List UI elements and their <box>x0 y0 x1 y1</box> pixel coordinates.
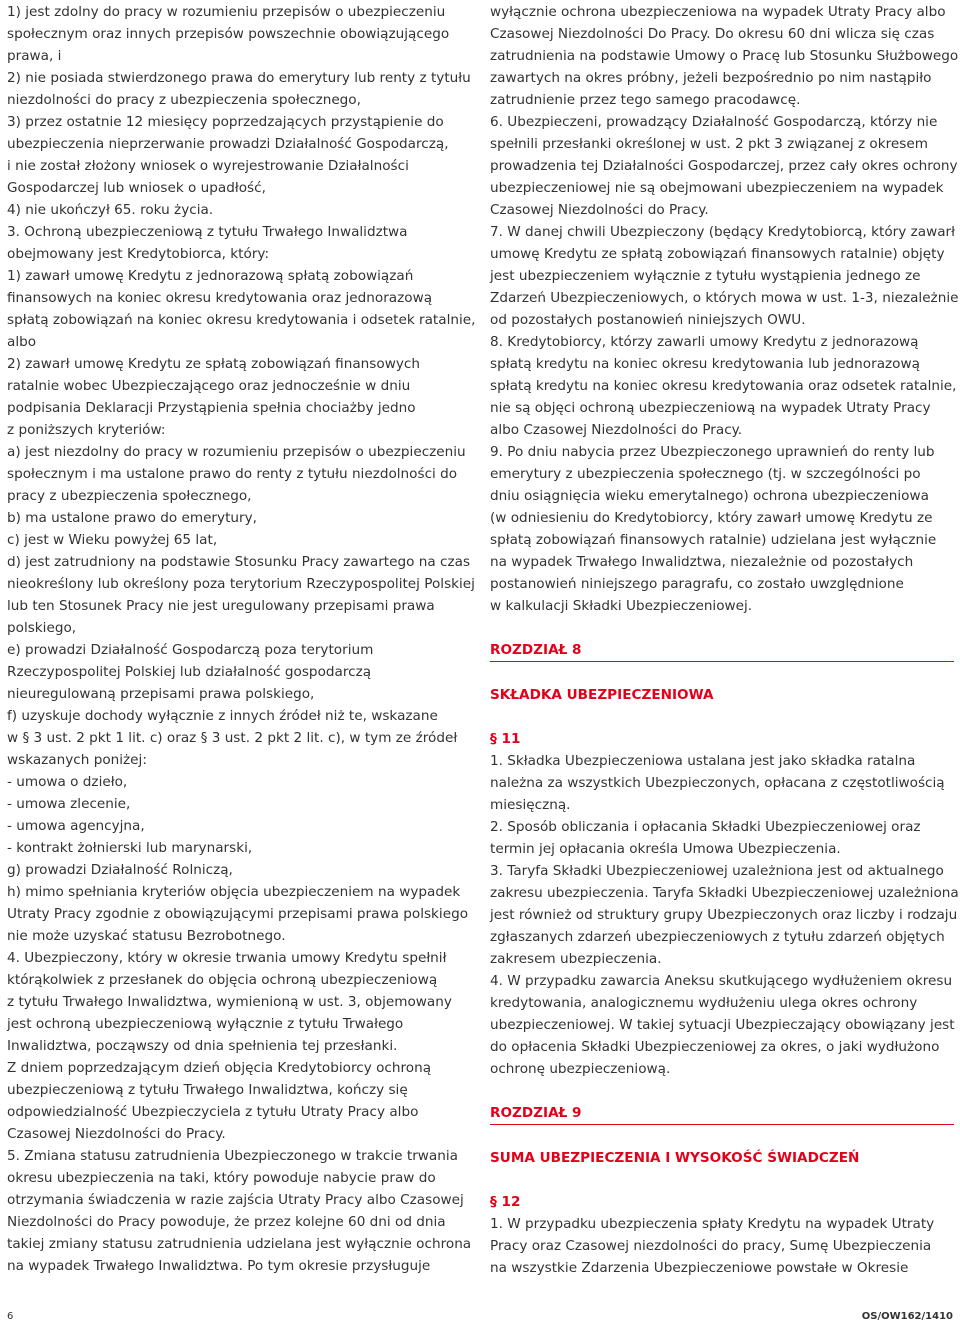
text-line: nieuregulowaną przepisami prawa polskiego, <box>7 686 315 702</box>
text-line: nieokreślony lub określony poza terytorium Rzeczypospolitej Polskiej <box>7 576 475 592</box>
text-line: Rzeczypospolitej Polskiej lub działalność gospodarczą <box>7 664 372 680</box>
text-line: niezdolności do pracy z ubezpieczenia społecznego, <box>7 92 361 108</box>
text-line: 1. W przypadku ubezpieczenia spłaty Kredytu na wypadek Utraty <box>490 1216 935 1232</box>
text-line: nie może uzyskać statusu Bezrobotnego. <box>7 928 286 944</box>
text-line: d) jest zatrudniony na podstawie Stosunku Pracy zawartego na czas <box>7 554 471 570</box>
text-line: społecznym oraz innych przepisów powszechnie obowiązującego <box>7 26 450 42</box>
text-line: otrzymania świadczenia w razie zajścia Utraty Pracy albo Czasowej <box>7 1192 464 1208</box>
text-line: spłatą kredytu na koniec okresu kredytowania lub jednorazową <box>490 356 920 372</box>
chapter-8-label: ROZDZIAŁ 8 <box>490 642 582 658</box>
text-line: od pozostałych postanowień niniejszych OWU. <box>490 312 806 328</box>
text-line: c) jest w Wieku powyżej 65 lat, <box>7 532 218 548</box>
text-line: emerytury z ubezpieczenia społecznego (tj. w szczególności po <box>490 466 921 482</box>
text-line: Czasowej Niezdolności Do Pracy. Do okresu 60 dni wlicza się czas <box>490 26 935 42</box>
text-line: ubezpieczenia nieprzerwanie prowadzi Działalność Gospodarczą, <box>7 136 449 152</box>
text-line: z poniższych kryteriów: <box>7 422 166 438</box>
text-line: Niezdolności do Pracy powoduje, że przez kolejne 60 dni od dnia <box>7 1214 446 1230</box>
text-line: 2. Sposób obliczania i opłacania Składki Ubezpieczeniowej oraz <box>490 819 921 835</box>
text-line: lub ten Stosunek Pracy nie jest uregulowany przepisami prawa <box>7 598 435 614</box>
page-number: 6 <box>7 1311 14 1322</box>
text-line: 6. Ubezpieczeni, prowadzący Działalność Gospodarczą, którzy nie <box>490 114 938 130</box>
text-line: g) prowadzi Działalność Rolniczą, <box>7 862 233 878</box>
text-line: 4. W przypadku zawarcia Aneksu skutkującego wydłużeniem okresu <box>490 973 953 989</box>
left-column <box>7 1 476 1277</box>
text-line: takiej zmiany statusu zatrudnienia udzielana jest wyłącznie ochrona <box>7 1236 472 1252</box>
text-line: do opłacenia Składki Ubezpieczeniowej za okres, o jaki wydłużono <box>490 1039 940 1055</box>
text-line: e) prowadzi Działalność Gospodarczą poza terytorium <box>7 642 374 658</box>
text-line: pracy z ubezpieczenia społecznego, <box>7 488 252 504</box>
section-12-heading: § 12 <box>490 1194 521 1210</box>
text-line: zgłaszanych zdarzeń ubezpieczeniowych z tytułu zdarzeń objętych <box>490 929 945 945</box>
text-line: zakresem ubezpieczenia. <box>490 951 662 967</box>
text-line: zakresu ubezpieczenia. Taryfa Składki Ubezpieczeniowej uzależniona <box>490 885 959 901</box>
text-line: Czasowej Niezdolności do Pracy. <box>7 1126 226 1142</box>
text-line: - umowa agencyjna, <box>7 818 145 834</box>
text-line: spłatą zobowiązań finansowych ratalnie) udzielana jest wyłącznie <box>490 532 937 548</box>
text-line: wskazanych poniżej: <box>7 752 147 768</box>
text-line: 5. Zmiana statusu zatrudnienia Ubezpieczonego w trakcie trwania <box>7 1148 458 1164</box>
text-line: z tytułu Trwałego Inwalidztwa, wymienioną w ust. 3, objemowany <box>7 994 452 1010</box>
text-line: obejmowany jest Kredytobiorca, który: <box>7 246 270 262</box>
text-line: 7. W danej chwili Ubezpieczony (będący Kredytobiorcą, który zawarł <box>490 224 955 240</box>
text-line: (w odniesieniu do Kredytobiorcy, który zawarł umowę Kredytu ze <box>490 510 933 526</box>
text-line: 1. Składka Ubezpieczeniowa ustalana jest jako składka ratalna <box>490 753 916 769</box>
text-line: prawa, i <box>7 48 62 64</box>
text-line: zawartych na okres próbny, jeżeli bezpośrednio po nim nastąpiło <box>490 70 932 86</box>
text-line: - umowa o dzieło, <box>7 774 128 790</box>
text-line: jest również od struktury grupy Ubezpieczonych oraz liczby i rodzaju <box>490 907 958 923</box>
right-column-text <box>490 1 959 617</box>
chapter-9-label: ROZDZIAŁ 9 <box>490 1105 582 1121</box>
text-line: nie są objęci ochroną ubezpieczeniową na wypadek Utraty Pracy <box>490 400 931 416</box>
text-line: finansowych na koniec okresu kredytowania oraz jednorazową <box>7 290 433 306</box>
chapter-9-text <box>490 1213 954 1279</box>
text-line: wyłącznie ochrona ubezpieczeniowa na wypadek Utraty Pracy albo <box>490 4 946 20</box>
text-line: 2) zawarł umowę Kredytu ze spłatą zobowiązań finansowych <box>7 356 420 372</box>
text-line: społecznym i ma ustalone prawo do renty z tytułu niezdolności do <box>7 466 458 482</box>
text-line: prowadzenia tej Działalności Gospodarczej, przez cały okres ochrony <box>490 158 958 174</box>
text-line: zatrudnienie przez tego samego pracodawcę. <box>490 92 801 108</box>
text-line: w kalkulacji Składki Ubezpieczeniowej. <box>490 598 753 614</box>
text-line: 4. Ubezpieczony, który w okresie trwania umowy Kredytu spełnił <box>7 950 447 966</box>
text-line: 3) przez ostatnie 12 miesięcy poprzedzających przystąpienie do <box>7 114 444 130</box>
text-line: Pracy oraz Czasowej niezdolności do pracy, Sumę Ubezpieczenia <box>490 1238 932 1254</box>
chapter-9-title: SUMA UBEZPIECZENIA I WYSOKOŚĆ ŚWIADCZEŃ <box>490 1150 860 1166</box>
text-line: jest ubezpieczeniem wyłącznie z tytułu wystąpienia jednego ze <box>490 268 921 284</box>
text-line: spełnili przesłanki określonej w ust. 2 pkt 3 związanej z okresem <box>490 136 928 152</box>
text-line: Inwalidztwa, począwszy od dnia spełnienia tej przesłanki. <box>7 1038 398 1054</box>
text-line: 2) nie posiada stwierdzonego prawa do emerytury lub renty z tytułu <box>7 70 471 86</box>
text-line: b) ma ustalone prawo do emerytury, <box>7 510 257 526</box>
text-line: odpowiedzialność Ubezpieczyciela z tytułu Utraty Pracy albo <box>7 1104 419 1120</box>
text-line: miesięczną. <box>490 797 571 813</box>
text-line: Zdarzeń Ubezpieczeniowych, o których mowa w ust. 1-3, niezależnie <box>490 290 959 306</box>
text-line: 1) jest zdolny do pracy w rozumieniu przepisów o ubezpieczeniu <box>7 4 446 20</box>
text-line: na wypadek Trwałego Inwalidztwa. Po tym okresie przysługuje <box>7 1258 431 1274</box>
text-line: ochronę ubezpieczeniową. <box>490 1061 671 1077</box>
text-line: kredytowania, analogicznemu wydłużeniu ulega okres ochrony <box>490 995 918 1011</box>
chapter-8-title: SKŁADKA UBEZPIECZENIOWA <box>490 687 714 703</box>
chapter-9-divider <box>490 1124 954 1125</box>
chapter-8-divider <box>490 661 954 662</box>
text-line: spłatą zobowiązań na koniec okresu kredytowania i odsetek ratalnie, <box>7 312 476 328</box>
text-line: jest ochroną ubezpieczeniową wyłącznie z tytułu Trwałego <box>7 1016 404 1032</box>
text-line: na wszystkie Zdarzenia Ubezpieczeniowe powstałe w Okresie <box>490 1260 909 1276</box>
text-line: okresu ubezpieczenia na taki, który powoduje nabycie praw do <box>7 1170 436 1186</box>
text-line: f) uzyskuje dochody wyłącznie z innych źródeł niż te, wskazane <box>7 708 438 724</box>
text-line: i nie został złożony wniosek o wyrejestrowanie Działalności <box>7 158 409 174</box>
text-line: zatrudnienia na podstawie Umowy o Pracę lub Stosunku Służbowego <box>490 48 959 64</box>
text-line: Gospodarczej lub wniosek o upadłość, <box>7 180 266 196</box>
text-line: 9. Po dniu nabycia przez Ubezpieczonego uprawnień do renty lub <box>490 444 935 460</box>
text-line: Z dniem poprzedzającym dzień objęcia Kredytobiorcy ochroną <box>7 1060 432 1076</box>
text-line: 1) zawarł umowę Kredytu z jednorazową spłatą zobowiązań <box>7 268 414 284</box>
text-line: na wypadek Trwałego Inwalidztwa, niezależnie od pozostałych <box>490 554 914 570</box>
text-line: 3. Taryfa Składki Ubezpieczeniowej uzależniona jest od aktualnego <box>490 863 944 879</box>
text-line: a) jest niezdolny do pracy w rozumieniu przepisów o ubezpieczeniu <box>7 444 466 460</box>
text-line: - umowa zlecenie, <box>7 796 131 812</box>
chapter-8-text <box>490 750 959 1080</box>
document-code: OS/OW162/1410 <box>861 1311 953 1322</box>
text-line: h) mimo spełniania kryteriów objęcia ubezpieczeniem na wypadek <box>7 884 461 900</box>
text-line: którąkolwiek z przesłanek do objęcia ochroną ubezpieczeniową <box>7 972 438 988</box>
text-line: postanowień niniejszego paragrafu, co zostało uwzględnione <box>490 576 904 592</box>
text-line: termin jej opłacania określa Umowa Ubezpieczenia. <box>490 841 841 857</box>
text-line: Utraty Pracy zgodnie z obowiązującymi przepisami prawa polskiego <box>7 906 469 922</box>
text-line: w § 3 ust. 2 pkt 1 lit. c) oraz § 3 ust. 2 pkt 2 lit. c), w tym ze źródeł <box>7 730 458 746</box>
text-line: umowę Kredytu ze spłatą zobowiązań finansowych ratalnie) objęty <box>490 246 945 262</box>
right-column <box>490 1 959 1279</box>
text-line: ubezpieczeniową z tytułu Trwałego Inwalidztwa, kończy się <box>7 1082 408 1098</box>
text-line: podpisania Deklaracji Przystąpienia spełnia chociażby jedno <box>7 400 416 416</box>
text-line: należna za wszystkich Ubezpieczonych, opłacana z częstotliwością <box>490 775 945 791</box>
text-line: ubezpieczeniowej nie są obejmowani ubezpieczeniem na wypadek <box>490 180 944 196</box>
text-line: albo Czasowej Niezdolności do Pracy. <box>490 422 743 438</box>
section-11-heading: § 11 <box>490 731 521 747</box>
text-line: 8. Kredytobiorcy, którzy zawarli umowy Kredytu z jednorazową <box>490 334 919 350</box>
text-line: dniu osiągnięcia wieku emerytalnego) ochrona ubezpieczeniowa <box>490 488 929 504</box>
text-line: ratalnie wobec Ubezpieczającego oraz jednocześnie w dniu <box>7 378 411 394</box>
text-line: polskiego, <box>7 620 77 636</box>
text-line: - kontrakt żołnierski lub marynarski, <box>7 840 253 856</box>
text-line: ubezpieczeniowej. W takiej sytuacji Ubezpieczający obowiązany jest <box>490 1017 955 1033</box>
text-line: spłatą kredytu na koniec okresu kredytowania oraz odsetek ratalnie, <box>490 378 957 394</box>
text-line: 3. Ochroną ubezpieczeniową z tytułu Trwałego Inwalidztwa <box>7 224 408 240</box>
text-line: Czasowej Niezdolności do Pracy. <box>490 202 709 218</box>
text-line: 4) nie ukończył 65. roku życia. <box>7 202 214 218</box>
text-line: albo <box>7 334 37 350</box>
